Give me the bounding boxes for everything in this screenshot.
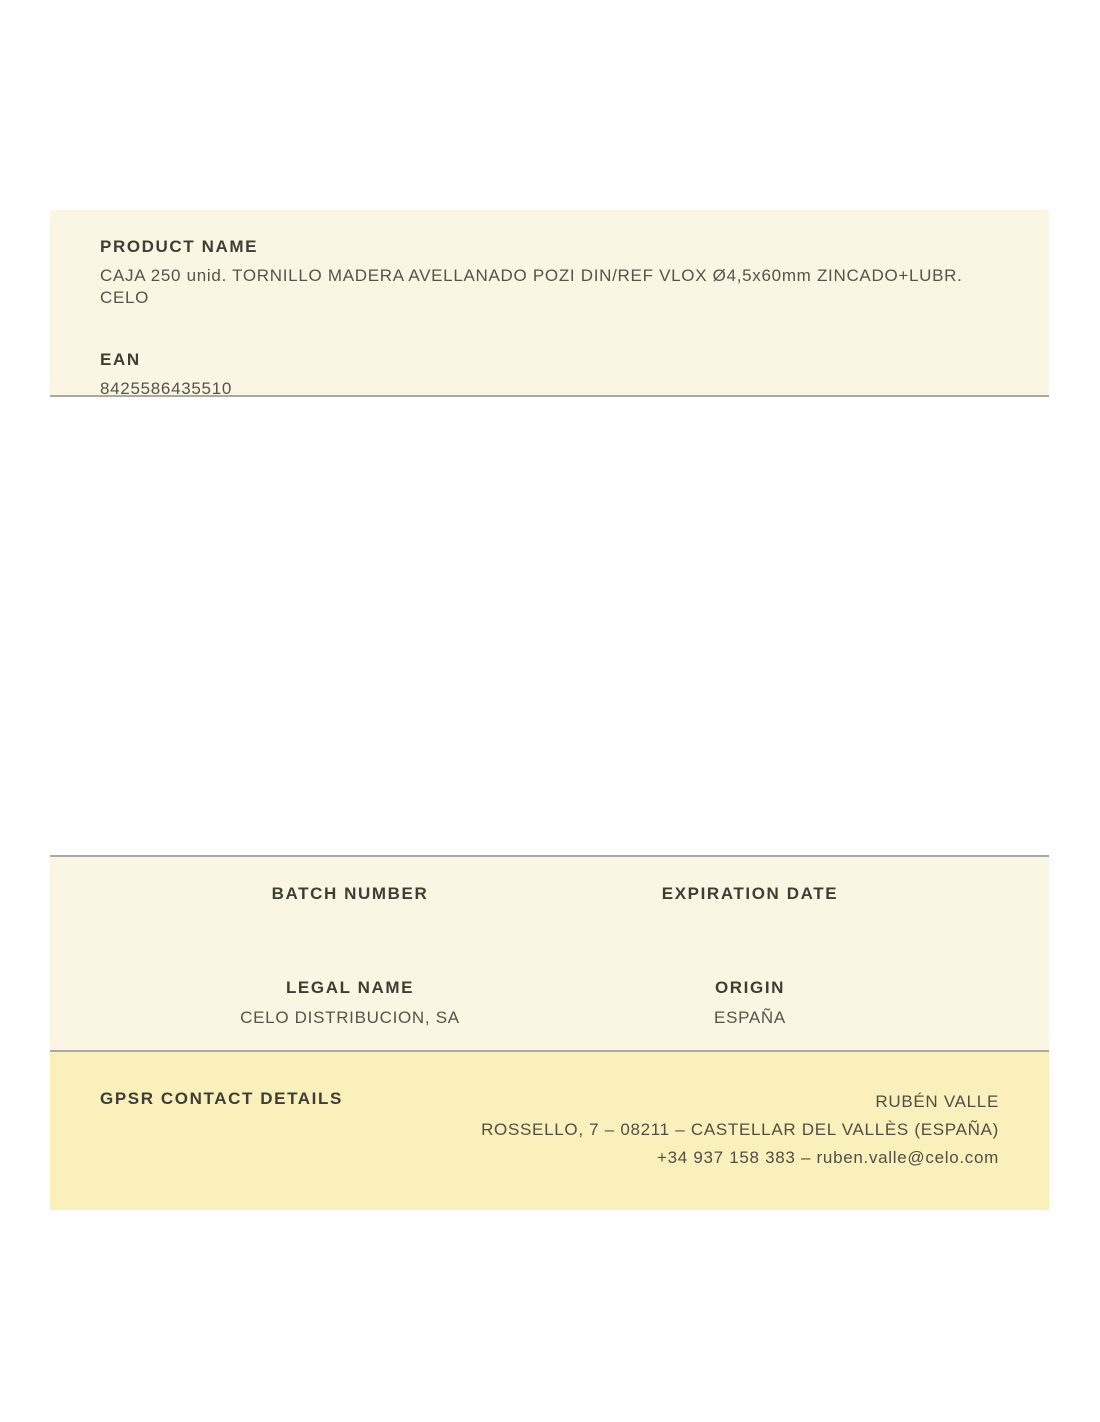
gpsr-contact-label: GPSR CONTACT DETAILS xyxy=(100,1089,343,1108)
origin-label: ORIGIN xyxy=(714,978,786,997)
product-name-value: CAJA 250 unid. TORNILLO MADERA AVELLANADO POZI DIN/REF VLOX Ø4,5x60mm ZINCADO+LUBR. CELO xyxy=(100,266,963,307)
contact-name: RUBÉN VALLE xyxy=(875,1092,999,1111)
product-name-label: PRODUCT NAME xyxy=(100,237,259,256)
ean-value: 8425586435510 xyxy=(100,379,233,398)
contact-phone-email: +34 937 158 383 – ruben.valle@celo.com xyxy=(656,1148,999,1167)
gpsr-contact-block xyxy=(481,1088,999,1172)
batch-number-cell xyxy=(100,883,600,913)
batch-expiration-row xyxy=(100,883,1049,913)
legal-name-value: CELO DISTRIBUCION, SA xyxy=(240,1008,460,1027)
expiration-date-label: EXPIRATION DATE xyxy=(661,884,839,903)
legal-origin-row xyxy=(100,977,1049,1029)
origin-value: ESPAÑA xyxy=(714,1008,786,1027)
expiration-date-cell xyxy=(600,883,900,913)
legal-name-label: LEGAL NAME xyxy=(285,978,415,997)
product-info-panel xyxy=(50,210,1049,397)
ean-block xyxy=(100,349,999,400)
legal-name-cell xyxy=(100,977,600,1029)
ean-label: EAN xyxy=(100,350,141,369)
contact-address: ROSSELLO, 7 – 08211 – CASTELLAR DEL VALLÈS (ESPAÑA) xyxy=(481,1120,999,1139)
batch-origin-panel xyxy=(50,855,1049,1052)
batch-number-label: BATCH NUMBER xyxy=(271,884,429,903)
origin-cell xyxy=(600,977,900,1029)
gpsr-contact-panel xyxy=(50,1052,1049,1210)
